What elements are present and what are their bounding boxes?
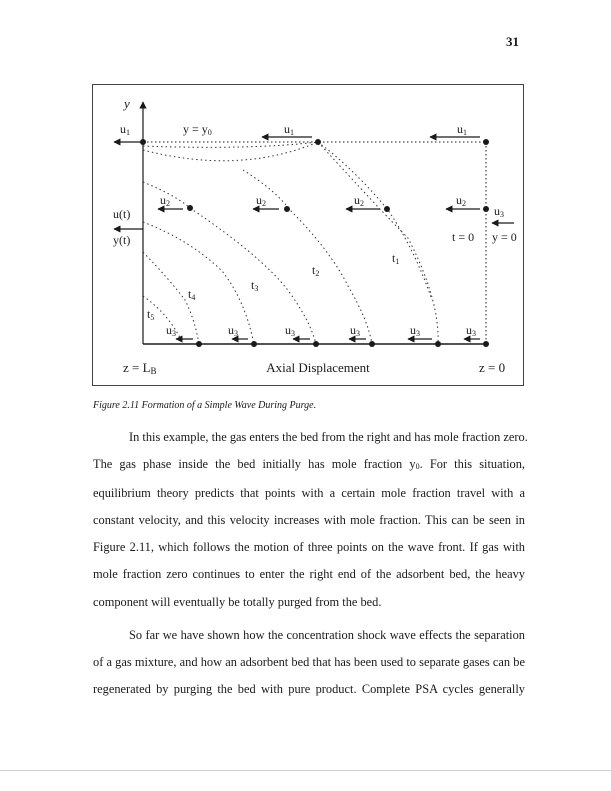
label-u3-a: u3 bbox=[166, 323, 176, 338]
label-u3-d: u3 bbox=[350, 323, 360, 338]
wave-points bbox=[140, 139, 489, 347]
wave-curve-8 bbox=[318, 142, 432, 300]
paragraph-2-line-3: regenerated by purging the bed with pure product. Complete PSA cycles generally bbox=[93, 682, 525, 697]
label-u1-left: u1 bbox=[120, 122, 130, 137]
figure-caption: Figure 2.11 Formation of a Simple Wave During Purge. bbox=[93, 400, 317, 411]
label-y-eq-y0: y = y0 bbox=[183, 122, 212, 137]
label-u3-b: u3 bbox=[228, 323, 238, 338]
point-u3-c bbox=[313, 341, 319, 347]
point-u3-d bbox=[369, 341, 375, 347]
label-u3-c: u3 bbox=[285, 323, 295, 338]
wave-curves bbox=[143, 142, 438, 344]
label-u1-right: u1 bbox=[457, 122, 467, 137]
label-t3: t3 bbox=[251, 278, 259, 293]
label-u3-f: u3 bbox=[466, 323, 476, 338]
paragraph-1-line-1: In this example, the gas enters the bed from the right and has mole fraction zero. bbox=[129, 430, 528, 444]
point-u2-a bbox=[187, 205, 193, 211]
point-u2-d bbox=[483, 206, 489, 212]
paragraph-1 bbox=[93, 424, 528, 616]
wave-curve-4 bbox=[143, 222, 254, 344]
label-u-t: u(t) bbox=[113, 207, 131, 221]
label-u2-a: u2 bbox=[160, 193, 170, 208]
point-u2-b bbox=[284, 206, 290, 212]
label-u2-b: u2 bbox=[256, 193, 266, 208]
paragraph-1-line-7: component will eventually be totally purged from the bed. bbox=[93, 594, 382, 609]
paragraph-1-line-2: The gas phase inside the bed initially has mole fraction y0. For this situation, bbox=[93, 457, 526, 472]
point-u1-mid bbox=[315, 139, 321, 145]
page-bottom-edge bbox=[0, 770, 611, 771]
point-u3-f bbox=[483, 341, 489, 347]
label-axial-displacement: Axial Displacement bbox=[266, 360, 370, 375]
label-z-eq-LB: z = LB bbox=[123, 360, 157, 376]
paragraph-2-line-1: So far we have shown how the concentration shock wave effects the separation bbox=[129, 628, 525, 642]
point-u2-c bbox=[384, 206, 390, 212]
label-u2-c: u2 bbox=[354, 193, 364, 208]
label-t1: t1 bbox=[392, 251, 400, 266]
label-z-eq-0: z = 0 bbox=[479, 360, 506, 375]
paragraph-1-line-6: mole fraction zero continues to enter the right end of the adsorbent bed, the heavy bbox=[93, 567, 525, 582]
y-axis-label: y bbox=[124, 96, 130, 111]
page-number: 31 bbox=[506, 34, 519, 49]
paragraph-2-line-2: of a gas mixture, and how an adsorbent bed that has been used to separate gases can be bbox=[93, 655, 525, 670]
label-u2-d: u2 bbox=[456, 193, 466, 208]
label-u1-mid: u1 bbox=[284, 122, 294, 137]
paragraph-2 bbox=[93, 622, 525, 703]
label-t4: t4 bbox=[188, 287, 196, 302]
label-y-t: y(t) bbox=[113, 233, 131, 247]
label-t-eq-0: t = 0 bbox=[452, 230, 475, 244]
point-u3-a bbox=[196, 341, 202, 347]
wave-curve-7 bbox=[243, 170, 372, 344]
point-u3-b bbox=[251, 341, 257, 347]
label-t5: t5 bbox=[147, 307, 155, 322]
point-u3-e bbox=[435, 341, 441, 347]
point-u1-right bbox=[483, 139, 489, 145]
label-y-eq-0: y = 0 bbox=[492, 230, 517, 244]
wave-curve-1 bbox=[143, 142, 438, 344]
paragraph-1-line-3: equilibrium theory predicts that points with a certain mole fraction travel with a bbox=[93, 486, 525, 501]
label-u3-right: u3 bbox=[494, 204, 504, 219]
paragraph-1-line-4: constant velocity, and this velocity increases with mole fraction. This can be seen in bbox=[93, 513, 525, 528]
paragraph-1-line-5: Figure 2.11, which follows the motion of three points on the wave front. If gas with bbox=[93, 540, 525, 555]
label-t2: t2 bbox=[312, 263, 320, 278]
label-u3-e: u3 bbox=[410, 323, 420, 338]
